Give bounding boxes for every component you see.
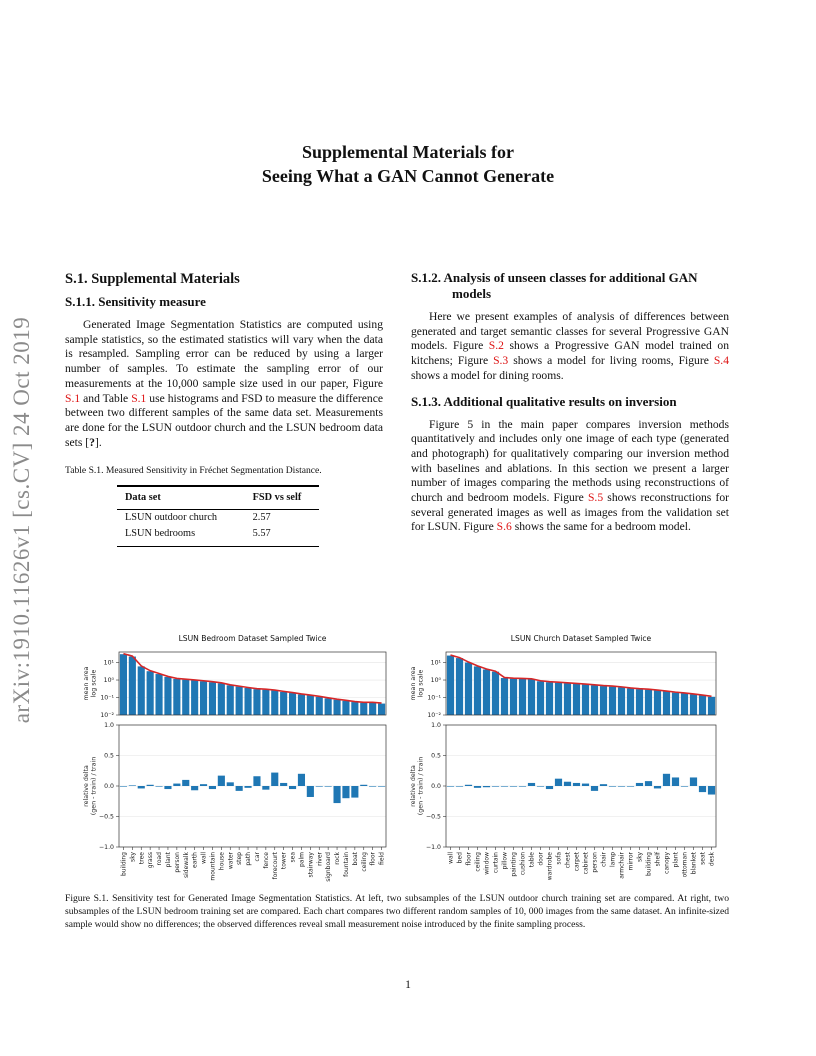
series-line bbox=[451, 655, 712, 696]
text-run: shows a model for living rooms, Figure bbox=[508, 354, 714, 368]
table-row bbox=[117, 526, 319, 546]
bar-delta-road bbox=[155, 786, 162, 787]
bar-top-mirror bbox=[627, 688, 634, 715]
bar-top-sidewalk bbox=[182, 680, 189, 715]
table-header-cell: FSD vs self bbox=[245, 486, 319, 509]
bar-top-ceiling bbox=[360, 703, 367, 715]
table-header-row bbox=[117, 486, 319, 509]
table-caption: Table S.1. Measured Sensitivity in Fréchet Segmentation Distance. bbox=[65, 465, 322, 477]
y-tick-label: 10⁰ bbox=[103, 677, 114, 685]
subsection-heading-s113: S.1.3. Additional qualitative results on inversion bbox=[411, 393, 677, 409]
table-header-cell: Data set bbox=[117, 486, 245, 509]
x-tick-label: bed bbox=[456, 852, 464, 864]
label-line: (gen - train) / train bbox=[417, 756, 425, 816]
section-heading: S.1. Supplemental Materials bbox=[65, 271, 240, 287]
bar-top-tree bbox=[138, 666, 145, 715]
bar-delta-tree bbox=[138, 786, 145, 788]
bar-top-table bbox=[528, 679, 535, 715]
bar-delta-field bbox=[378, 786, 385, 787]
chart-0 bbox=[83, 634, 386, 882]
axes-frame-bottom bbox=[446, 725, 716, 847]
x-tick-label: chest bbox=[564, 852, 572, 869]
paper-title bbox=[0, 140, 816, 188]
bar-delta-wardrobe bbox=[546, 786, 553, 789]
bar-top-car bbox=[253, 689, 260, 715]
label-line: relative delta bbox=[410, 765, 417, 807]
table-ref-link[interactable]: S.1 bbox=[131, 391, 147, 405]
axes-frame-top bbox=[446, 652, 716, 715]
bar-delta-water bbox=[227, 782, 234, 786]
x-tick-label: chair bbox=[600, 852, 608, 867]
text-run: Figure 5 in the main paper compares inversion methods quantitatively and includes only one image of each type (generated and photograph) for qualitatively comparing our inversion method with baselines and ablations. In this section we present a larger number of images comparing the methods using reconstructions of church and bedroom models. Figure bbox=[411, 417, 729, 505]
bar-top-river bbox=[316, 697, 323, 715]
x-tick-label: person bbox=[173, 852, 181, 873]
x-tick-label: boat bbox=[351, 852, 359, 866]
x-tick-label: cushion bbox=[519, 852, 527, 876]
bar-delta-ottoman bbox=[681, 786, 688, 787]
y-tick-label: 1.0 bbox=[104, 722, 114, 729]
bar-top-sofa bbox=[555, 683, 562, 715]
figure-ref-link[interactable]: S.3 bbox=[493, 354, 509, 368]
chart-title: LSUN Church Dataset Sampled Twice bbox=[510, 634, 652, 643]
bar-top-painting bbox=[510, 679, 517, 715]
bar-top-pillow bbox=[501, 678, 508, 715]
bar-delta-grass bbox=[147, 785, 154, 786]
bar-delta-fence bbox=[262, 786, 269, 790]
text-run: shows reconstructions for several generated images as well as images from the validation set for LSUN. Figure bbox=[411, 491, 729, 534]
chart-title: LSUN Bedroom Dataset Sampled Twice bbox=[178, 634, 327, 643]
bar-delta-plant bbox=[164, 786, 171, 789]
top-panel bbox=[410, 652, 716, 719]
x-tick-label: path bbox=[245, 852, 253, 866]
x-tick-label: step bbox=[236, 852, 244, 865]
bar-top-bed bbox=[456, 658, 463, 715]
bar-delta-cabinet bbox=[582, 784, 589, 786]
y-tick-label: −0.5 bbox=[425, 813, 441, 821]
series-line bbox=[123, 654, 381, 703]
bar-delta-mirror bbox=[627, 786, 634, 787]
x-tick-label: water bbox=[227, 852, 235, 870]
bar-delta-sky bbox=[129, 785, 136, 786]
bar-top-path bbox=[244, 688, 251, 715]
bar-top-person bbox=[591, 685, 598, 715]
bottom-panel bbox=[410, 722, 716, 880]
text-run: shows the same for a bedroom model. bbox=[511, 520, 691, 534]
bar-top-cushion bbox=[519, 679, 526, 715]
bar-delta-carpet bbox=[573, 783, 580, 786]
bar-delta-ceiling bbox=[360, 785, 367, 786]
bar-delta-person bbox=[173, 784, 180, 786]
title-line-2: Seeing What a GAN Cannot Generate bbox=[261, 166, 555, 186]
x-tick-label: fountain bbox=[342, 852, 350, 877]
text-run: use histograms and FSD to measure the difference between two different samples of the same data set. Measurements are done for the LSUN outdoor church and the LSUN bedroom data sets [ bbox=[65, 391, 384, 449]
bar-top-house bbox=[218, 683, 225, 715]
bar-top-window bbox=[483, 669, 490, 715]
bar-delta-building bbox=[120, 786, 127, 787]
label-line: relative delta bbox=[83, 765, 90, 807]
y-tick-label: 10¹ bbox=[103, 659, 114, 667]
bar-top-seat bbox=[699, 696, 706, 715]
x-tick-label: sky bbox=[636, 852, 644, 862]
bar-top-earth bbox=[191, 680, 198, 715]
y-axis-label-bottom bbox=[83, 757, 98, 816]
bar-top-building bbox=[120, 654, 127, 715]
bar-delta-earth bbox=[191, 786, 198, 790]
bar-top-mountain bbox=[209, 682, 216, 715]
bar-delta-signboard bbox=[325, 786, 332, 787]
y-axis-label-bottom bbox=[410, 757, 425, 816]
bar-delta-sky bbox=[636, 783, 643, 786]
x-tick-label: tower bbox=[280, 852, 288, 870]
bar-delta-sea bbox=[289, 786, 296, 789]
y-tick-label: 10⁻² bbox=[427, 712, 441, 719]
x-tick-label: mirror bbox=[627, 852, 635, 871]
bar-top-fountain bbox=[342, 701, 349, 715]
table-cell: LSUN outdoor church bbox=[125, 511, 218, 523]
x-tick-label: plant bbox=[672, 852, 680, 868]
bar-top-fence bbox=[262, 690, 269, 715]
bar-top-door bbox=[537, 681, 544, 715]
bar-delta-plant bbox=[672, 777, 679, 786]
x-tick-label: door bbox=[537, 852, 545, 866]
y-tick-label: 0.0 bbox=[431, 783, 441, 790]
bar-top-plant bbox=[164, 677, 171, 715]
x-tick-label: blanket bbox=[690, 852, 698, 875]
x-tick-label: desk bbox=[708, 852, 716, 867]
bar-top-cabinet bbox=[582, 685, 589, 715]
x-tick-label: window bbox=[483, 852, 491, 875]
x-tick-label: sidewalk bbox=[182, 852, 190, 879]
x-tick-label: wall bbox=[447, 852, 455, 864]
x-tick-label: tree bbox=[138, 852, 146, 865]
x-tick-label: forecourt bbox=[271, 852, 279, 880]
bar-delta-curtain bbox=[492, 786, 499, 787]
bar-top-floor bbox=[369, 703, 376, 715]
bar-top-road bbox=[155, 674, 162, 715]
y-tick-label: 10¹ bbox=[430, 659, 441, 667]
x-tick-label: stairway bbox=[307, 852, 315, 878]
bar-delta-wall bbox=[200, 784, 207, 786]
bar-delta-chest bbox=[564, 782, 571, 786]
right-column bbox=[411, 270, 729, 535]
x-tick-label: plant bbox=[164, 852, 172, 868]
x-tick-label: house bbox=[218, 852, 226, 871]
y-tick-label: 10⁰ bbox=[430, 677, 441, 685]
text-run: Here we present examples of analysis of differences between generated and target semantic classes for several Progressive GAN models. Figure bbox=[411, 310, 729, 353]
x-tick-label: sky bbox=[129, 852, 137, 862]
x-tick-label: wall bbox=[200, 852, 208, 864]
bar-delta-shelf bbox=[654, 786, 661, 788]
label-line: (gen - train) / train bbox=[90, 756, 98, 816]
title-line-1: Supplemental Materials for bbox=[302, 142, 514, 162]
bar-delta-sidewalk bbox=[182, 780, 189, 786]
y-tick-label: 10⁻¹ bbox=[427, 694, 441, 702]
bar-top-ceiling bbox=[474, 666, 481, 715]
x-tick-label: sofa bbox=[555, 852, 563, 865]
bar-top-ottoman bbox=[681, 693, 688, 715]
bar-top-grass bbox=[147, 671, 154, 715]
bar-delta-cushion bbox=[519, 786, 526, 787]
bar-top-blanket bbox=[690, 694, 697, 715]
bar-delta-river bbox=[316, 786, 323, 787]
inversion-paragraph bbox=[411, 418, 729, 536]
unseen-classes-paragraph bbox=[411, 310, 729, 384]
bar-top-carpet bbox=[573, 684, 580, 715]
bar-top-sky bbox=[636, 689, 643, 715]
table-cell: LSUN bedrooms bbox=[125, 528, 196, 540]
x-tick-label: pillow bbox=[501, 852, 509, 870]
bar-delta-car bbox=[253, 776, 260, 786]
bar-top-canopy bbox=[663, 692, 670, 715]
x-tick-label: floor bbox=[465, 852, 473, 866]
x-tick-label: lamp bbox=[609, 852, 617, 867]
bar-top-rock bbox=[333, 700, 340, 715]
bar-delta-path bbox=[244, 786, 251, 788]
x-tick-label: shelf bbox=[654, 852, 662, 867]
bar-delta-wall bbox=[447, 786, 454, 787]
x-tick-label: canopy bbox=[663, 852, 671, 874]
bar-delta-door bbox=[537, 786, 544, 787]
bar-top-building bbox=[645, 690, 652, 715]
x-tick-label: road bbox=[156, 852, 164, 866]
bar-top-curtain bbox=[492, 672, 499, 715]
bar-delta-boat bbox=[351, 786, 358, 798]
bar-delta-bed bbox=[456, 786, 463, 787]
bar-delta-ceiling bbox=[474, 786, 481, 788]
label-line: log scale bbox=[417, 669, 425, 698]
bar-delta-floor bbox=[465, 785, 472, 786]
x-tick-label: seat bbox=[699, 852, 707, 865]
text-run: shows a Progressive GAN model trained on kitchens; Figure bbox=[411, 339, 729, 368]
label-line: mean area bbox=[83, 666, 90, 701]
x-tick-label: grass bbox=[147, 852, 155, 869]
bar-delta-step bbox=[236, 786, 243, 791]
axes-frame-top bbox=[119, 652, 386, 715]
bar-top-water bbox=[227, 685, 234, 715]
x-tick-label: signboard bbox=[325, 852, 333, 882]
x-tick-label: sea bbox=[289, 852, 297, 863]
bar-top-chair bbox=[600, 686, 607, 715]
figure-ref-link[interactable]: S.5 bbox=[587, 491, 604, 505]
bar-delta-stairway bbox=[307, 786, 314, 797]
bar-delta-rock bbox=[333, 786, 340, 803]
x-tick-label: table bbox=[528, 852, 536, 868]
x-tick-label: wardrobe bbox=[546, 852, 554, 881]
x-tick-label: earth bbox=[191, 852, 199, 868]
bar-delta-fountain bbox=[342, 786, 349, 798]
bar-top-wall bbox=[200, 681, 207, 715]
bar-top-wardrobe bbox=[546, 682, 553, 715]
bar-delta-armchair bbox=[618, 786, 625, 787]
y-tick-label: −0.5 bbox=[98, 813, 114, 821]
bar-delta-chair bbox=[600, 784, 607, 786]
axes-frame-bottom bbox=[119, 725, 386, 847]
bar-top-signboard bbox=[325, 698, 332, 715]
label-line: log scale bbox=[90, 669, 98, 698]
left-column bbox=[65, 270, 383, 547]
y-tick-label: 10⁻² bbox=[100, 712, 114, 719]
bar-delta-building bbox=[645, 781, 652, 786]
bar-top-tower bbox=[280, 692, 287, 715]
sensitivity-paragraph bbox=[65, 318, 383, 450]
x-tick-label: ottoman bbox=[681, 852, 689, 878]
x-tick-label: ceiling bbox=[474, 852, 482, 872]
text-run: shows a model for dining rooms. bbox=[411, 368, 564, 382]
figure-ref-link[interactable]: S.1 bbox=[65, 391, 81, 405]
x-tick-label: fence bbox=[262, 852, 270, 869]
bar-delta-person bbox=[591, 786, 598, 791]
x-tick-label: armchair bbox=[618, 852, 626, 879]
bar-top-boat bbox=[351, 702, 358, 715]
page-number: 1 bbox=[405, 978, 411, 991]
y-axis-label-top bbox=[83, 666, 98, 700]
bar-top-plant bbox=[672, 693, 679, 715]
x-tick-label: floor bbox=[369, 852, 377, 866]
x-tick-label: palm bbox=[298, 852, 306, 867]
bar-top-palm bbox=[298, 694, 305, 715]
figure-caption: Figure S.1. Sensitivity test for Generated Image Segmentation Statistics. At left, two subsamples of the LSUN outdoor church training set are compared. At right, two subsamples of the LSUN bedroom training set are compared. Each chart compares two different random samples of 10, 000 images from the same dataset. An infinite-sized sample would show no differences; the observed differences reveal small measurement noise introduced by the finite sampling process. bbox=[65, 893, 729, 930]
y-tick-label: −1.0 bbox=[425, 844, 441, 851]
figure-ref-link[interactable]: S.2 bbox=[488, 339, 504, 353]
bar-top-step bbox=[236, 687, 243, 715]
x-tick-label: building bbox=[120, 852, 128, 877]
bar-delta-blanket bbox=[690, 777, 697, 786]
bar-delta-mountain bbox=[209, 786, 216, 789]
table-cell: 5.57 bbox=[252, 528, 271, 540]
bar-delta-palm bbox=[298, 774, 305, 786]
x-tick-label: person bbox=[591, 852, 599, 873]
bar-delta-window bbox=[483, 786, 490, 787]
table-row bbox=[117, 509, 319, 526]
x-tick-label: rock bbox=[334, 852, 342, 865]
bar-delta-tower bbox=[280, 783, 287, 786]
bar-delta-table bbox=[528, 783, 535, 786]
bar-top-desk bbox=[708, 697, 715, 715]
top-panel bbox=[83, 652, 386, 719]
x-tick-label: curtain bbox=[492, 852, 500, 874]
x-tick-label: carpet bbox=[573, 852, 581, 872]
sensitivity-table bbox=[117, 485, 319, 547]
text-run: Generated Image Segmentation Statistics are computed using sample statistics, so the estimated statistics will vary when the data is resampled. Sampling error can be reduced by using a larger number of samples. To estimate the sampling error of our measurements at the 10,000 sample size used in our paper, Figure bbox=[65, 318, 383, 390]
y-tick-label: 0.5 bbox=[104, 752, 114, 760]
chart-1 bbox=[410, 634, 716, 880]
y-tick-label: −1.0 bbox=[98, 844, 114, 851]
text-run: ]. bbox=[94, 435, 102, 449]
x-tick-label: mountain bbox=[209, 852, 217, 881]
bottom-panel bbox=[83, 722, 386, 882]
bar-delta-floor bbox=[369, 786, 376, 787]
bar-delta-desk bbox=[708, 786, 715, 795]
bar-delta-painting bbox=[510, 786, 517, 787]
bar-top-shelf bbox=[654, 691, 661, 715]
bar-delta-sofa bbox=[555, 779, 562, 786]
label-line: mean area bbox=[410, 666, 417, 701]
figure-ref-link[interactable]: S.4 bbox=[713, 354, 729, 368]
x-tick-label: car bbox=[253, 852, 261, 862]
arxiv-stamp-text: arXiv:1910.11626v1 [cs.CV] 24 Oct 2019 bbox=[9, 316, 34, 724]
x-tick-label: building bbox=[645, 852, 653, 877]
figure-ref-link[interactable]: S.6 bbox=[496, 520, 512, 534]
x-tick-label: field bbox=[378, 852, 386, 865]
bar-top-lamp bbox=[609, 687, 616, 715]
bar-top-chest bbox=[564, 683, 571, 715]
bar-delta-forecourt bbox=[271, 773, 278, 786]
text-run: and Table bbox=[80, 391, 132, 405]
x-tick-label: painting bbox=[510, 852, 518, 877]
bar-top-sea bbox=[289, 693, 296, 715]
y-axis-label-top bbox=[410, 666, 425, 700]
bar-top-stairway bbox=[307, 696, 314, 715]
bar-top-person bbox=[173, 679, 180, 715]
bar-delta-house bbox=[218, 776, 225, 786]
y-tick-label: 0.0 bbox=[104, 783, 114, 790]
bar-top-forecourt bbox=[271, 691, 278, 715]
bar-delta-canopy bbox=[663, 774, 670, 786]
x-tick-label: river bbox=[316, 852, 324, 866]
x-tick-label: cabinet bbox=[582, 852, 590, 875]
table-cell: 2.57 bbox=[252, 511, 271, 523]
bar-top-floor bbox=[465, 663, 472, 715]
bar-top-sky bbox=[129, 657, 136, 715]
subsection-heading-s111: S.1.1. Sensitivity measure bbox=[65, 294, 206, 309]
bar-delta-lamp bbox=[609, 786, 616, 787]
bar-top-wall bbox=[447, 656, 454, 715]
y-tick-label: 10⁻¹ bbox=[100, 694, 114, 702]
bar-delta-pillow bbox=[501, 786, 508, 787]
bar-top-armchair bbox=[618, 687, 625, 715]
y-tick-label: 0.5 bbox=[431, 752, 441, 760]
bar-top-field bbox=[378, 704, 385, 715]
citation-link[interactable]: ? bbox=[89, 435, 95, 449]
x-tick-label: ceiling bbox=[360, 852, 368, 872]
y-tick-label: 1.0 bbox=[431, 722, 441, 729]
subsection-heading-s112: S.1.2. Analysis of unseen classes for additional GAN models bbox=[411, 270, 698, 301]
bar-delta-seat bbox=[699, 786, 706, 792]
